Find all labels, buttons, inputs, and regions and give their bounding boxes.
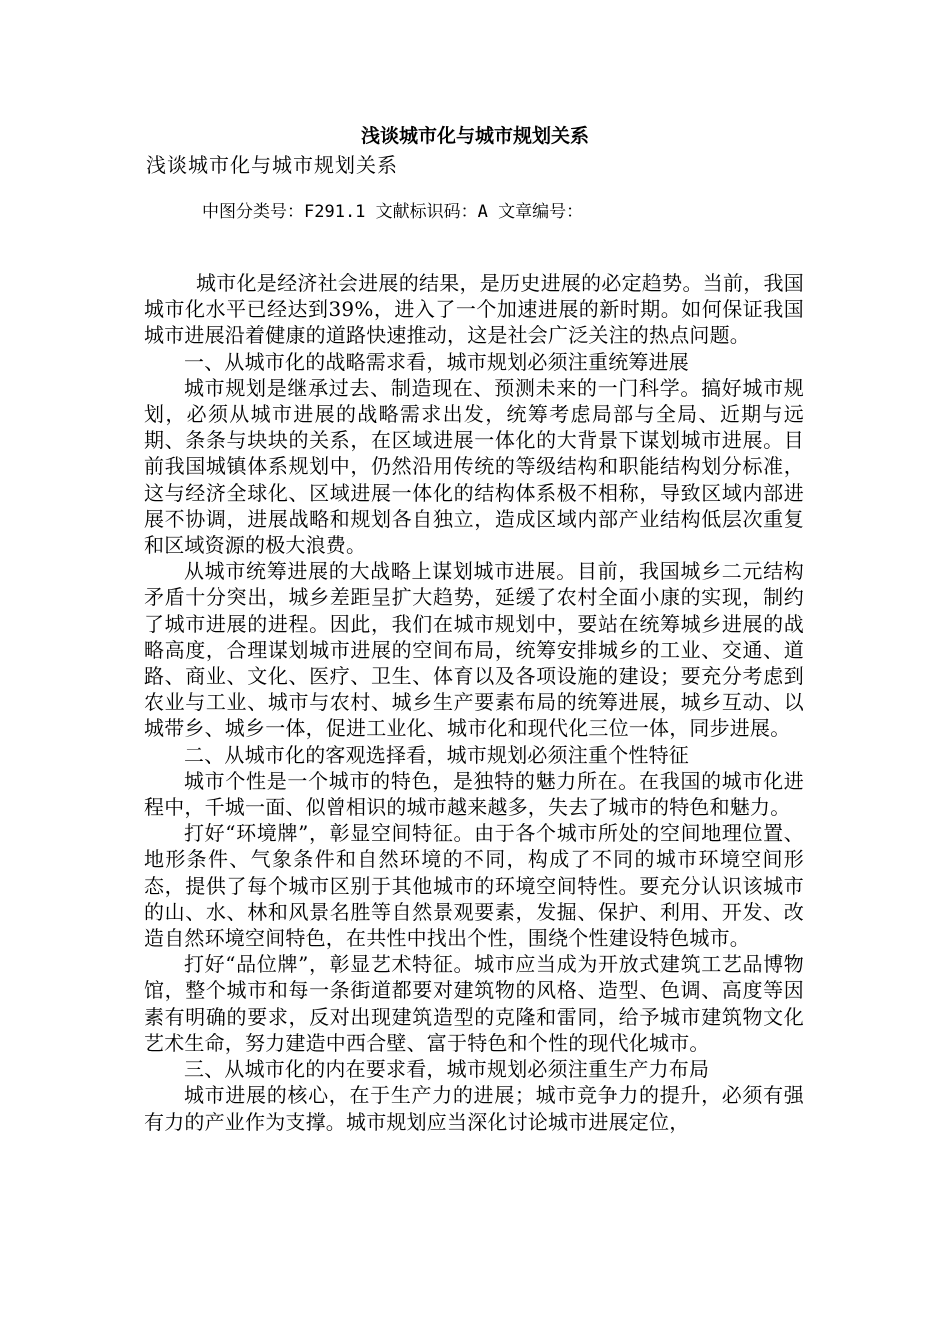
paragraph: 城市个性是一个城市的特色，是独特的魅力所在。在我国的城市化进程中，千城一面、似曾相识的城市越来越多，失去了城市的特色和魅力。 [144, 768, 804, 820]
classification-line: 中图分类号：F291.1 文献标识码：A 文章编号： [202, 202, 584, 222]
section-heading-1: 一、从城市化的战略需求看，城市规划必须注重统筹进展 [184, 349, 689, 374]
paragraph: 从城市统筹进展的大战略上谋划城市进展。目前，我国城乡二元结构矛盾十分突出，城乡差距呈扩大趋势，延缓了农村全面小康的实现，制约了城市进展的进程。因此，我们在城市规划中，要站在统筹城乡进展的战略高度，合理谋划城市进展的空间布局，统筹安排城乡的工业、交通、道路、商业、文化、医疗、卫生、体育以及各项设施的建设；要充分考虑到农业与工业、城市与农村、城乡生产要素布局的统筹进展，城乡互动、以城带乡、城乡一体，促进工业化、城市化和现代化三位一体，同步进展。 [144, 559, 804, 741]
paragraph: 打好“环境牌”，彰显空间特征。由于各个城市所处的空间地理位置、地形条件、气象条件和自然环境的不同，构成了不同的城市环境空间形态，提供了每个城市区别于其他城市的环境空间特性。要充分认识该城市的山、水、林和风景名胜等自然景观要素，发掘、保护、利用、开发、改造自然环境空间特色，在共性中找出个性，围绕个性建设特色城市。 [144, 821, 804, 951]
paragraph: 城市规划是继承过去、制造现在、预测未来的一门科学。搞好城市规划，必须从城市进展的战略需求出发，统筹考虑局部与全局、近期与远期、条条与块块的关系，在区域进展一体化的大背景下谋划城市进展。目前我国城镇体系规划中，仍然沿用传统的等级结构和职能结构划分标准，这与经济全球化、区域进展一体化的结构体系极不相称，导致区域内部进展不协调，进展战略和规划各自独立，造成区域内部产业结构低层次重复和区域资源的极大浪费。 [144, 375, 804, 558]
section-heading-2: 二、从城市化的客观选择看，城市规划必须注重个性特征 [184, 742, 689, 767]
paragraph-intro: 城市化是经济社会进展的结果，是历史进展的必定趋势。当前，我国城市化水平已经达到39%，进入了一个加速进展的新时期。如何保证我国城市进展沿着健康的道路快速推动，这是社会广泛关注的热点问题。 [144, 271, 804, 348]
paragraph: 城市进展的核心，在于生产力的进展；城市竞争力的提升，必须有强有力的产业作为支撑。城市规划应当深化讨论城市进展定位， [144, 1083, 804, 1134]
document-title: 浅谈城市化与城市规划关系 [360, 125, 589, 147]
document-subtitle: 浅谈城市化与城市规划关系 [146, 153, 398, 177]
article-body [144, 270, 804, 1135]
paragraph: 打好“品位牌”，彰显艺术特征。城市应当成为开放式建筑工艺品博物馆，整个城市和每一条街道都要对建筑物的风格、造型、色调、高度等因素有明确的要求，反对出现建筑造型的克隆和雷同，给予城市建筑物文化艺术生命，努力建造中西合壁、富于特色和个性的现代化城市。 [144, 952, 804, 1055]
section-heading-3: 三、从城市化的内在要求看，城市规划必须注重生产力布局 [184, 1057, 710, 1082]
